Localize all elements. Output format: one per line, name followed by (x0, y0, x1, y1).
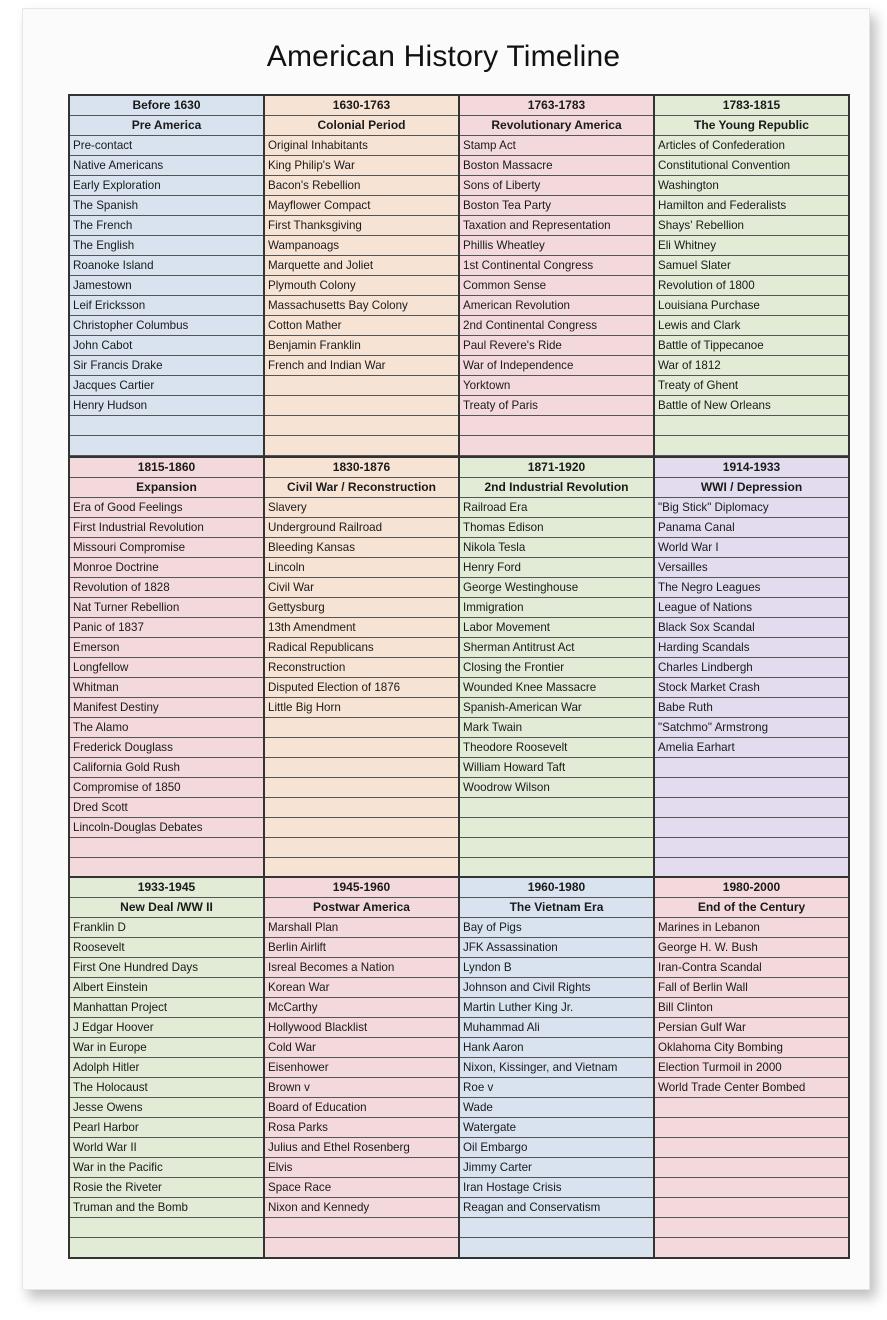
timeline-item: Panama Canal (655, 518, 848, 538)
timeline-item: Wade (460, 1098, 653, 1118)
period-range: 1914-1933 (655, 458, 848, 478)
period-range: 1830-1876 (265, 458, 458, 478)
timeline-item (265, 858, 458, 877)
period-range: 1630-1763 (265, 96, 458, 116)
timeline-item (70, 1238, 263, 1257)
era-name: New Deal /WW II (70, 898, 263, 918)
timeline-block-2 (68, 456, 850, 879)
page-title: American History Timeline (266, 40, 621, 73)
timeline-item: Panic of 1837 (70, 618, 263, 638)
era-name: Pre America (70, 116, 263, 136)
timeline-item: First Thanksgiving (265, 216, 458, 236)
period-range: 1980-2000 (655, 878, 848, 898)
timeline-item: 2nd Continental Congress (460, 316, 653, 336)
timeline-item: Phillis Wheatley (460, 236, 653, 256)
timeline-item (655, 758, 848, 778)
timeline-item: Roosevelt (70, 938, 263, 958)
timeline-item: Eli Whitney (655, 236, 848, 256)
timeline-item: Longfellow (70, 658, 263, 678)
timeline-item: Thomas Edison (460, 518, 653, 538)
period-range: 1960-1980 (460, 878, 653, 898)
timeline-item: Harding Scandals (655, 638, 848, 658)
timeline-item: Labor Movement (460, 618, 653, 638)
timeline-item: Marquette and Joliet (265, 256, 458, 276)
timeline-item: American Revolution (460, 296, 653, 316)
period-column (70, 96, 265, 515)
timeline-item: Disputed Election of 1876 (265, 678, 458, 698)
timeline-item: Marshall Plan (265, 918, 458, 938)
timeline-item: Samuel Slater (655, 256, 848, 276)
timeline-item: Early Exploration (70, 176, 263, 196)
era-name: The Young Republic (655, 116, 848, 136)
timeline-item: Versailles (655, 558, 848, 578)
period-range: 1783-1815 (655, 96, 848, 116)
timeline-item: Rosie the Riveter (70, 1178, 263, 1198)
timeline-item: Lyndon B (460, 958, 653, 978)
period-column (265, 458, 460, 877)
timeline-item (460, 1238, 653, 1257)
timeline-item: Nixon, Kissinger, and Vietnam (460, 1058, 653, 1078)
timeline-item: War in Europe (70, 1038, 263, 1058)
timeline-item: Hamilton and Federalists (655, 196, 848, 216)
timeline-item: Dred Scott (70, 798, 263, 818)
timeline-item: Constitutional Convention (655, 156, 848, 176)
timeline-item: Black Sox Scandal (655, 618, 848, 638)
timeline-item: First One Hundred Days (70, 958, 263, 978)
timeline-item: Space Race (265, 1178, 458, 1198)
timeline-item (655, 838, 848, 858)
timeline-item: Washington (655, 176, 848, 196)
timeline-item: Eisenhower (265, 1058, 458, 1078)
timeline-item: Hank Aaron (460, 1038, 653, 1058)
timeline-item: Sir Francis Drake (70, 356, 263, 376)
timeline-item: Wounded Knee Massacre (460, 678, 653, 698)
timeline-item: Watergate (460, 1118, 653, 1138)
timeline-item: "Satchmo" Armstrong (655, 718, 848, 738)
timeline-item: John Cabot (70, 336, 263, 356)
timeline-item: Missouri Compromise (70, 538, 263, 558)
period-column (265, 878, 460, 1257)
timeline-item: Jesse Owens (70, 1098, 263, 1118)
timeline-item: Gettysburg (265, 598, 458, 618)
timeline-item: Adolph Hitler (70, 1058, 263, 1078)
timeline-item: Cotton Mather (265, 316, 458, 336)
period-range: Before 1630 (70, 96, 263, 116)
timeline-item: Taxation and Representation (460, 216, 653, 236)
timeline-item: Radical Republicans (265, 638, 458, 658)
timeline-item: George Westinghouse (460, 578, 653, 598)
timeline-item (265, 396, 458, 416)
period-range: 1933-1945 (70, 878, 263, 898)
period-column (265, 96, 460, 515)
period-column (655, 458, 848, 877)
timeline-item: Mayflower Compact (265, 196, 458, 216)
timeline-item: Whitman (70, 678, 263, 698)
timeline-item: War of Independence (460, 356, 653, 376)
timeline-item (655, 778, 848, 798)
timeline-item: Pre-contact (70, 136, 263, 156)
timeline-item: Rosa Parks (265, 1118, 458, 1138)
timeline-item (460, 818, 653, 838)
timeline-item: Original Inhabitants (265, 136, 458, 156)
timeline-item (265, 1218, 458, 1238)
timeline-item (70, 838, 263, 858)
timeline-item: Boston Massacre (460, 156, 653, 176)
timeline-item: Slavery (265, 498, 458, 518)
timeline-item: Treaty of Ghent (655, 376, 848, 396)
period-range: 1815-1860 (70, 458, 263, 478)
timeline-item (265, 1238, 458, 1257)
timeline-item: Massachusetts Bay Colony (265, 296, 458, 316)
era-name: Expansion (70, 478, 263, 498)
timeline-item (655, 1238, 848, 1257)
timeline-item: Amelia Earhart (655, 738, 848, 758)
timeline-item: Nikola Tesla (460, 538, 653, 558)
timeline-item: Boston Tea Party (460, 196, 653, 216)
period-column (655, 878, 848, 1257)
era-name: Revolutionary America (460, 116, 653, 136)
timeline-item: Jamestown (70, 276, 263, 296)
timeline-item: Christopher Columbus (70, 316, 263, 336)
timeline-item: J Edgar Hoover (70, 1018, 263, 1038)
timeline-item: First Industrial Revolution (70, 518, 263, 538)
timeline-item: World War I (655, 538, 848, 558)
era-name: Civil War / Reconstruction (265, 478, 458, 498)
timeline-item: Railroad Era (460, 498, 653, 518)
period-column (70, 458, 265, 877)
timeline-item: Lincoln (265, 558, 458, 578)
timeline-item: Oil Embargo (460, 1138, 653, 1158)
timeline-item: Civil War (265, 578, 458, 598)
timeline-item (265, 798, 458, 818)
timeline-item (460, 436, 653, 456)
timeline-item: Manhattan Project (70, 998, 263, 1018)
timeline-block-3 (68, 876, 850, 1259)
timeline-item: George H. W. Bush (655, 938, 848, 958)
timeline-item: Truman and the Bomb (70, 1198, 263, 1218)
timeline-item: Marines in Lebanon (655, 918, 848, 938)
timeline-item (265, 718, 458, 738)
timeline-item: Albert Einstein (70, 978, 263, 998)
timeline-item: Plymouth Colony (265, 276, 458, 296)
timeline-item (265, 758, 458, 778)
timeline-item: Brown v (265, 1078, 458, 1098)
era-name: End of the Century (655, 898, 848, 918)
timeline-item: Henry Ford (460, 558, 653, 578)
timeline-item: Nixon and Kennedy (265, 1198, 458, 1218)
timeline-item: Stamp Act (460, 136, 653, 156)
timeline-item (265, 436, 458, 456)
period-range: 1871-1920 (460, 458, 653, 478)
timeline-item (70, 858, 263, 877)
timeline-item: Frederick Douglass (70, 738, 263, 758)
timeline-item: 1st Continental Congress (460, 256, 653, 276)
timeline-item: JFK Assassination (460, 938, 653, 958)
timeline-item (70, 416, 263, 436)
timeline-item: Manifest Destiny (70, 698, 263, 718)
timeline-item: King Philip's War (265, 156, 458, 176)
timeline-item: Articles of Confederation (655, 136, 848, 156)
timeline-item (655, 858, 848, 877)
timeline-item (460, 838, 653, 858)
timeline-item: The Negro Leagues (655, 578, 848, 598)
timeline-item: Jimmy Carter (460, 1158, 653, 1178)
timeline-item (460, 416, 653, 436)
timeline-item (655, 1138, 848, 1158)
timeline-item (265, 416, 458, 436)
timeline-item: Treaty of Paris (460, 396, 653, 416)
timeline-item: William Howard Taft (460, 758, 653, 778)
timeline-item: Paul Revere's Ride (460, 336, 653, 356)
timeline-item (265, 838, 458, 858)
timeline-item: Lewis and Clark (655, 316, 848, 336)
period-range: 1945-1960 (265, 878, 458, 898)
timeline-item: Shays' Rebellion (655, 216, 848, 236)
era-name: Colonial Period (265, 116, 458, 136)
timeline-item: Mark Twain (460, 718, 653, 738)
timeline-item: Immigration (460, 598, 653, 618)
timeline-item: The English (70, 236, 263, 256)
timeline-item (460, 1218, 653, 1238)
timeline-item (265, 778, 458, 798)
timeline-item: Charles Lindbergh (655, 658, 848, 678)
timeline-item: Berlin Airlift (265, 938, 458, 958)
timeline-item: Lincoln-Douglas Debates (70, 818, 263, 838)
timeline-item: Bacon's Rebellion (265, 176, 458, 196)
timeline-item: The French (70, 216, 263, 236)
timeline-item: Wampanoags (265, 236, 458, 256)
timeline-item: 13th Amendment (265, 618, 458, 638)
timeline-item: Reagan and Conservatism (460, 1198, 653, 1218)
timeline-item: Fall of Berlin Wall (655, 978, 848, 998)
period-column (460, 878, 655, 1257)
timeline-item: Common Sense (460, 276, 653, 296)
timeline-item: Hollywood Blacklist (265, 1018, 458, 1038)
timeline-item: Muhammad Ali (460, 1018, 653, 1038)
timeline-item (655, 436, 848, 456)
timeline-item (265, 738, 458, 758)
timeline-item: Isreal Becomes a Nation (265, 958, 458, 978)
timeline-item: Pearl Harbor (70, 1118, 263, 1138)
timeline-item: Era of Good Feelings (70, 498, 263, 518)
timeline-item: Cold War (265, 1038, 458, 1058)
timeline-item: Sherman Antitrust Act (460, 638, 653, 658)
timeline-item (655, 798, 848, 818)
timeline-item: French and Indian War (265, 356, 458, 376)
era-name: WWI / Depression (655, 478, 848, 498)
timeline-item: Revolution of 1800 (655, 276, 848, 296)
timeline-item (655, 818, 848, 838)
timeline-item (265, 818, 458, 838)
timeline-item: Compromise of 1850 (70, 778, 263, 798)
timeline-item: The Alamo (70, 718, 263, 738)
timeline-item: Bleeding Kansas (265, 538, 458, 558)
timeline-item: Stock Market Crash (655, 678, 848, 698)
timeline-item: Yorktown (460, 376, 653, 396)
era-name: The Vietnam Era (460, 898, 653, 918)
timeline-item: Julius and Ethel Rosenberg (265, 1138, 458, 1158)
timeline-item (655, 1218, 848, 1238)
timeline-item: Iran-Contra Scandal (655, 958, 848, 978)
timeline-item (655, 1158, 848, 1178)
timeline-item: Babe Ruth (655, 698, 848, 718)
timeline-item: Reconstruction (265, 658, 458, 678)
era-name: 2nd Industrial Revolution (460, 478, 653, 498)
period-range: 1763-1783 (460, 96, 653, 116)
timeline-item (70, 436, 263, 456)
timeline-item: Sons of Liberty (460, 176, 653, 196)
timeline-item (655, 1178, 848, 1198)
timeline-item: Woodrow Wilson (460, 778, 653, 798)
timeline-item: Little Big Horn (265, 698, 458, 718)
timeline-item: Native Americans (70, 156, 263, 176)
timeline-item: Underground Railroad (265, 518, 458, 538)
period-column (460, 458, 655, 877)
period-column (460, 96, 655, 515)
period-column (655, 96, 848, 515)
timeline-item: League of Nations (655, 598, 848, 618)
timeline-item: Spanish-American War (460, 698, 653, 718)
timeline-item: Johnson and Civil Rights (460, 978, 653, 998)
timeline-item (655, 1098, 848, 1118)
timeline-item: Roe v (460, 1078, 653, 1098)
timeline-item: California Gold Rush (70, 758, 263, 778)
timeline-item: Roanoke Island (70, 256, 263, 276)
timeline-item: Jacques Cartier (70, 376, 263, 396)
timeline-item: Emerson (70, 638, 263, 658)
timeline-item: Benjamin Franklin (265, 336, 458, 356)
timeline-item: The Spanish (70, 196, 263, 216)
timeline-item (655, 1198, 848, 1218)
timeline-item: World Trade Center Bombed (655, 1078, 848, 1098)
timeline-item: Battle of Tippecanoe (655, 336, 848, 356)
timeline-item: World War II (70, 1138, 263, 1158)
timeline-item: Bill Clinton (655, 998, 848, 1018)
timeline-item (460, 858, 653, 877)
timeline-item: War in the Pacific (70, 1158, 263, 1178)
timeline-item: Revolution of 1828 (70, 578, 263, 598)
timeline-item: Elvis (265, 1158, 458, 1178)
timeline-item: Election Turmoil in 2000 (655, 1058, 848, 1078)
timeline-item: Korean War (265, 978, 458, 998)
timeline-item: War of 1812 (655, 356, 848, 376)
timeline-block-1 (68, 94, 850, 517)
timeline-item (70, 1218, 263, 1238)
timeline-item: Monroe Doctrine (70, 558, 263, 578)
timeline-item: Louisiana Purchase (655, 296, 848, 316)
timeline-item: Bay of Pigs (460, 918, 653, 938)
timeline-item (460, 798, 653, 818)
timeline-item (265, 376, 458, 396)
timeline-item: Battle of New Orleans (655, 396, 848, 416)
timeline-item: Henry Hudson (70, 396, 263, 416)
timeline-item: The Holocaust (70, 1078, 263, 1098)
timeline-item: Iran Hostage Crisis (460, 1178, 653, 1198)
timeline-item: Closing the Frontier (460, 658, 653, 678)
timeline-item: "Big Stick" Diplomacy (655, 498, 848, 518)
timeline-item (655, 1118, 848, 1138)
timeline-item: Nat Turner Rebellion (70, 598, 263, 618)
era-name: Postwar America (265, 898, 458, 918)
timeline-item: Martin Luther King Jr. (460, 998, 653, 1018)
timeline-item: Theodore Roosevelt (460, 738, 653, 758)
timeline-item: Persian Gulf War (655, 1018, 848, 1038)
timeline-item: McCarthy (265, 998, 458, 1018)
timeline-item: Oklahoma City Bombing (655, 1038, 848, 1058)
timeline-item (655, 416, 848, 436)
period-column (70, 878, 265, 1257)
timeline-item: Leif Ericksson (70, 296, 263, 316)
timeline-item: Franklin D (70, 918, 263, 938)
timeline-item: Board of Education (265, 1098, 458, 1118)
